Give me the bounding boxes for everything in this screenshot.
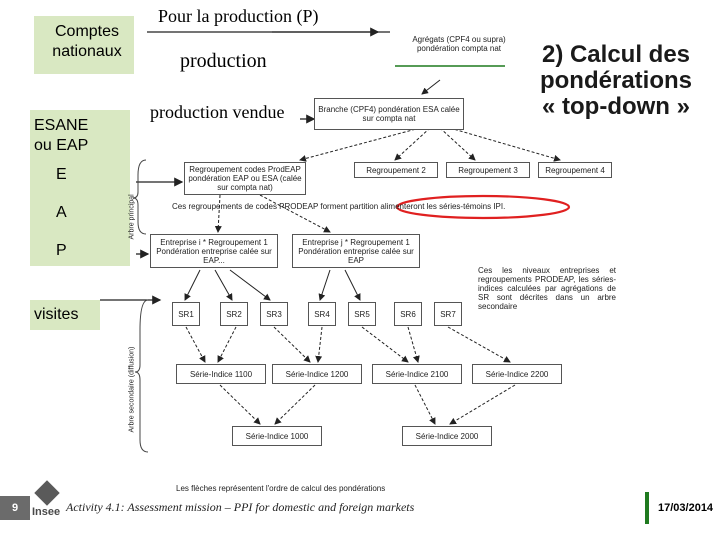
entreprise-j-box: Entreprise j * Regroupement 1 Pondération entreprise calée sur EAP: [292, 234, 420, 268]
insee-logo-mark: [34, 480, 59, 505]
arbre-principal-label: Arbre principal: [128, 194, 136, 240]
sr-box: SR7: [434, 302, 462, 326]
page-number: 9: [11, 502, 19, 514]
sr-box: SR3: [260, 302, 288, 326]
serie-indice-box: Série-Indice 2000: [402, 426, 492, 446]
letter-e: E: [56, 166, 67, 183]
visites-box: [30, 300, 100, 330]
serie-indice-box: Série-Indice 1100: [176, 364, 266, 384]
insee-logo-text: Insee: [32, 506, 61, 518]
arbre-secondaire-label: Arbre secondaire (diffusion): [128, 346, 136, 433]
comptes-nationaux-box: [34, 16, 134, 74]
sr-box: SR6: [394, 302, 422, 326]
serie-indice-box: Série-Indice 2200: [472, 364, 562, 384]
footer-accent-bar: [645, 492, 649, 524]
letter-p: P: [56, 242, 67, 259]
production-label: production: [180, 50, 267, 72]
footer-note: Les flèches représentent l'ordre de calcul des pondérations: [176, 484, 386, 493]
visites-label: visites: [34, 306, 79, 323]
activity-footer: Activity 4.1: Assessment mission – PPI for domestic and foreign markets: [66, 500, 415, 514]
side-note: Ces les niveaux entreprises et regroupements PRODEAP, les séries-indices calculées par agrégations de SR sont décrites dans un arbre secondaire: [478, 266, 616, 311]
serie-indice-box: Série-Indice 1200: [272, 364, 362, 384]
page-number-box: [0, 496, 30, 520]
heading-line-1: 2) Calcul des: [541, 41, 691, 68]
agregats-box: Agrégats (CPF4 ou supra) pondération compta nat: [412, 26, 506, 62]
letter-a: A: [56, 204, 67, 221]
production-vendue-label: production vendue: [150, 102, 285, 122]
sr-box: SR1: [172, 302, 200, 326]
section-heading: [516, 42, 716, 120]
regroupement-codes-box: Regroupement codes ProdEAP pondération EAP ou ESA (calée sur compta nat): [184, 162, 306, 195]
esane-eap-label: ESANE ou EAP: [34, 117, 89, 154]
branche-box: Branche (CPF4) pondération ESA calée sur compta nat: [314, 98, 464, 130]
serie-indice-box: Série-Indice 2100: [372, 364, 462, 384]
diagram-title: Pour la production (P): [158, 6, 319, 26]
sr-box: SR2: [220, 302, 248, 326]
regroupement-3-box: Regroupement 3: [446, 162, 530, 178]
comptes-nationaux-label: Comptes nationaux: [52, 23, 122, 60]
sr-box: SR5: [348, 302, 376, 326]
date-label: 17/03/2014: [658, 502, 714, 514]
insee-logo: [32, 482, 64, 520]
serie-indice-box: Série-Indice 1000: [232, 426, 322, 446]
entreprise-i-box: Entreprise i * Regroupement 1 Pondération entreprise calée sur EAP...: [150, 234, 278, 268]
esane-eap-box: [30, 110, 130, 266]
partition-note: Ces regroupements de codes PRODEAP forment partition alimenteront les séries-témoins IPI.: [172, 202, 506, 211]
heading-line-2: pondérations: [539, 67, 692, 94]
regroupement-4-box: Regroupement 4: [538, 162, 612, 178]
sr-box: SR4: [308, 302, 336, 326]
regroupement-2-box: Regroupement 2: [354, 162, 438, 178]
heading-line-3: « top-down »: [542, 93, 690, 120]
